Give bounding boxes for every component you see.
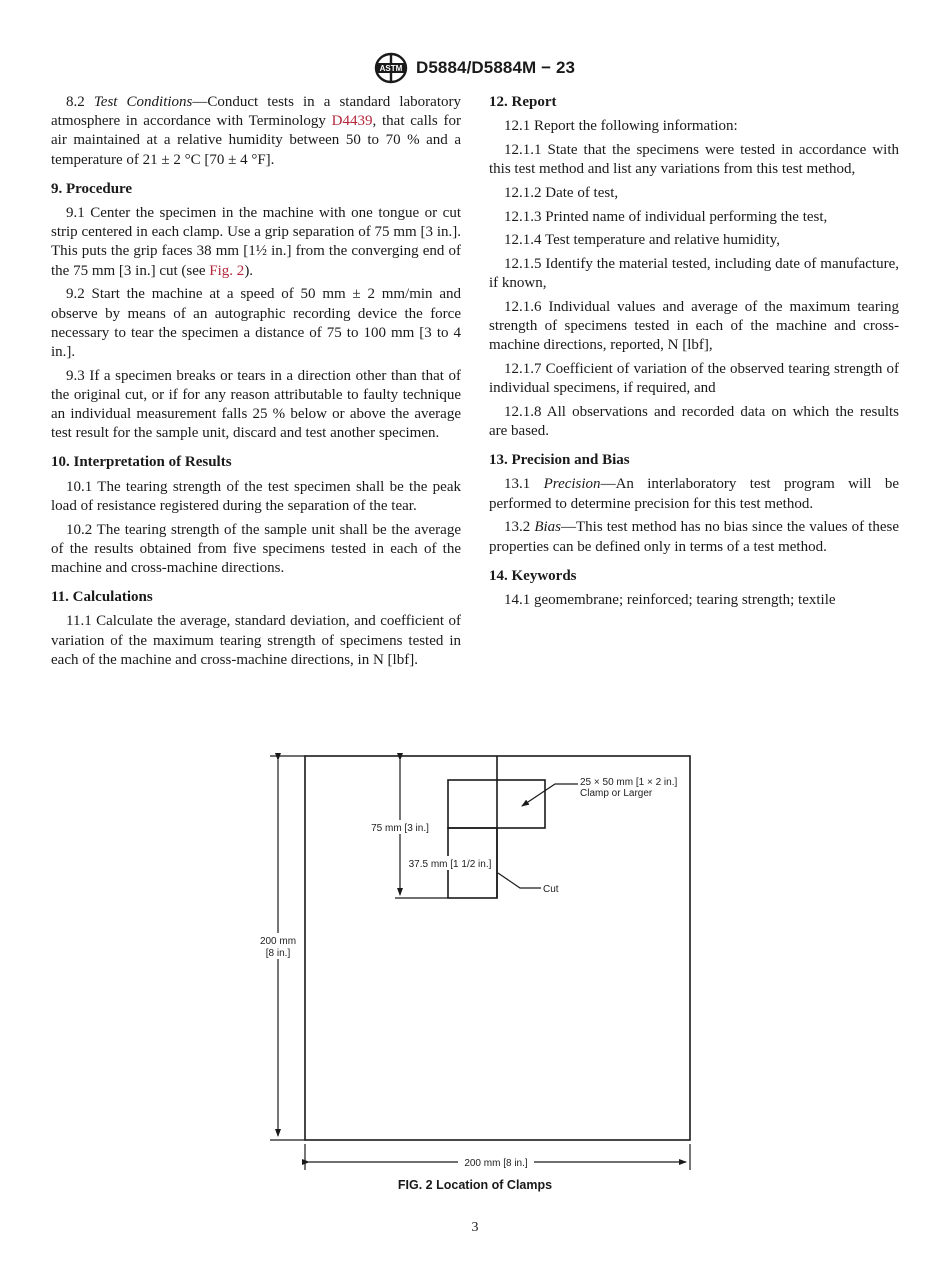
astm-logo-text: ASTM: [379, 64, 403, 73]
section-12-1-3: 12.1.3 Printed name of individual performing the test,: [504, 208, 828, 225]
cut-leader: [498, 873, 541, 888]
clamp-label-1: 25 × 50 mm [1 × 2 in.]: [580, 777, 678, 788]
section-9-2: 9.2 Start the machine at a speed of 50 mm ± 2 mm/min and observe by means of an autographic recording device the force necessary to tear the specimen a distance of 75 to 100 mm [3 to 4 in.].: [51, 286, 461, 360]
astm-logo-icon: [372, 52, 410, 84]
section-14-1: 14.1 geomembrane; reinforced; tearing strength; textile: [504, 591, 836, 608]
section-13-heading: 13. Precision and Bias: [489, 452, 630, 469]
dim-37-label: 37.5 mm [1 1/2 in.]: [408, 859, 492, 870]
figure-caption: FIG. 2 Location of Clamps: [397, 1178, 553, 1192]
section-12-1-6: 12.1.6 Individual values and average of the maximum tearing strength of specimens tested in each of the machine and cross-machine directions, reported, N [lbf],: [489, 298, 899, 354]
section-12-1-5: 12.1.5 Identify the material tested, including date of manufacture, if known,: [489, 255, 899, 292]
section-9-3: 9.3 If a specimen breaks or tears in a direction other than that of the original cut, or if for any reason attributable to faulty technique an individual measurement falls 25 % below or above the average test result for the sample unit, discard and test another specimen.: [51, 367, 461, 442]
page-header: [0, 52, 950, 86]
section-10-2: 10.2 The tearing strength of the sample unit shall be the average of the results obtained from five specimens tested in each of the machine and cross-machine directions.: [51, 521, 461, 576]
height-label-2: [8 in.]: [265, 948, 291, 959]
section-12-heading: 12. Report: [489, 94, 557, 110]
section-8-2: 8.2 Test Conditions—Conduct tests in a standard laboratory atmosphere in accordance with Terminology D4439, that calls for air maintained at a relative humidity between 50 to 70 % and a temperature of 21 ± 2 °C [70 ± 4 °F].: [51, 94, 461, 168]
figure-2: [0, 740, 950, 1210]
section-14-heading: 14. Keywords: [489, 567, 577, 584]
section-11-heading: 11. Calculations: [51, 589, 153, 606]
section-9-1: 9.1 Center the specimen in the machine with one tongue or cut strip centered in each clamp. Use a grip separation of 75 mm [3 in.]. This puts the grip faces 38 mm [1½ in.] from the converging end of the 75 mm [3 in.] cut (see Fig. 2).: [51, 205, 461, 279]
section-12-1-1: 12.1.1 State that the specimens were tested in accordance with this test method and list any variations from this test method,: [489, 141, 899, 178]
fig-2-link[interactable]: Fig. 2: [209, 262, 245, 279]
dim-75-label: 75 mm [3 in.]: [371, 823, 429, 834]
left-column: [51, 93, 461, 674]
width-label: 200 mm [8 in.]: [464, 1158, 528, 1169]
section-12-1-2: 12.1.2 Date of test,: [504, 184, 619, 201]
section-12-1-4: 12.1.4 Test temperature and relative humidity,: [504, 232, 780, 249]
height-label-1: 200 mm: [259, 936, 297, 947]
page-number: 3: [471, 1220, 479, 1235]
section-13-2: 13.2 Bias—This test method has no bias since the values of these properties can be defined only in terms of a test method.: [489, 519, 899, 555]
d4439-link[interactable]: D4439: [331, 113, 373, 130]
section-10-1: 10.1 The tearing strength of the test specimen shall be the peak load of resistance registered during the separation of the tear.: [51, 478, 461, 514]
clamp-diagram: [0, 740, 950, 1210]
section-11-1: 11.1 Calculate the average, standard deviation, and coefficient of variation of the maximum tearing strength of specimens tested in each of the machine and cross-machine directions, in N [lbf].: [51, 613, 461, 668]
standard-designation: D5884/D5884M − 23: [416, 58, 576, 77]
section-13-1: 13.1 Precision—An interlaboratory test program will be performed to determine precision for this test method.: [489, 476, 899, 512]
section-9-heading: 9. Procedure: [51, 180, 133, 197]
right-column: [489, 93, 899, 615]
section-12-1: 12.1 Report the following information:: [504, 118, 738, 135]
section-12-1-7: 12.1.7 Coefficient of variation of the observed tearing strength of individual specimens, if required, and: [489, 360, 899, 397]
section-10-heading: 10. Interpretation of Results: [51, 454, 232, 471]
clamp-label-2: Clamp or Larger: [580, 788, 653, 799]
cut-label: Cut: [543, 884, 559, 895]
clamp-leader: [522, 784, 578, 806]
section-12-1-8: 12.1.8 All observations and recorded data on which the results are based.: [489, 403, 899, 440]
